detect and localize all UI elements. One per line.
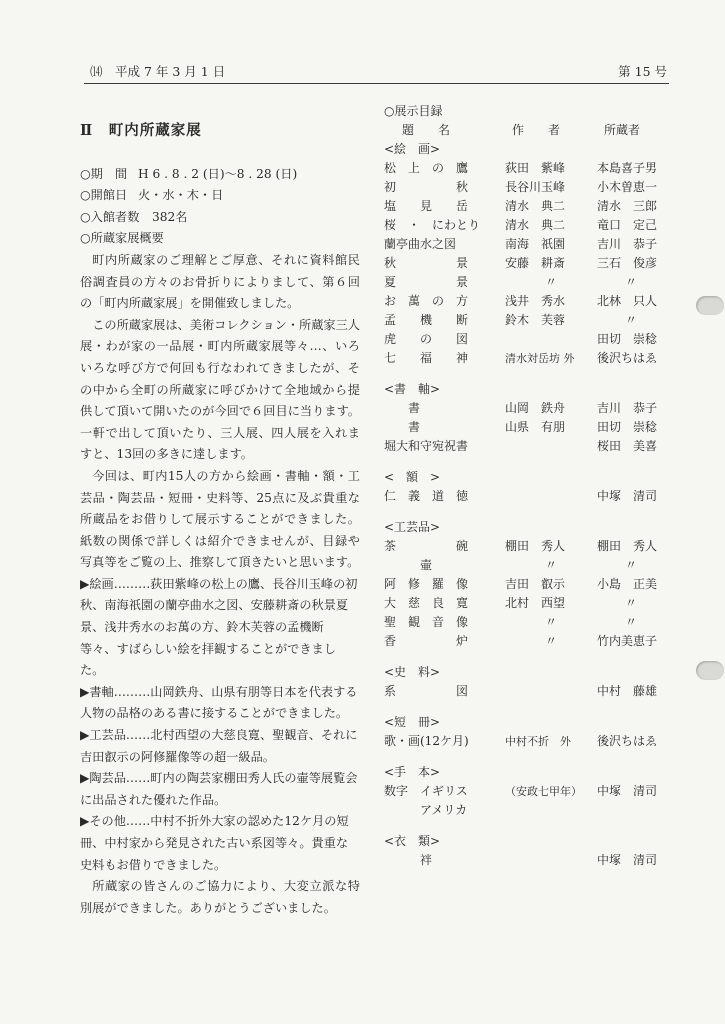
catalog-artist: 北村 西望 [505, 596, 566, 610]
catalog-title: 壷 [384, 558, 433, 572]
catalog-owner: 本島喜子男 [597, 161, 658, 175]
catalog-artist: 鈴木 芙蓉 [505, 313, 566, 327]
catalog-row [384, 732, 660, 751]
catalog-artist: 〃 [545, 634, 558, 648]
catalog-owner: 桜田 美喜 [597, 439, 658, 453]
catalog-artist: 〃 [545, 615, 558, 629]
catalog-title: 虎 の 図 [384, 332, 469, 346]
catalog-category: <書 軸> [384, 382, 441, 396]
catalog-title: 夏 景 [384, 275, 469, 289]
info-value: 火・水・木・日 [138, 188, 224, 203]
section-gap [384, 701, 660, 713]
catalog-category: <絵 画> [384, 142, 441, 156]
highlight-crafts: ▶工芸品……北村西望の大慈良寛、聖観音、それに吉田叡示の阿修羅像等の超一級品。 [80, 728, 358, 764]
catalog-row [384, 197, 660, 216]
info-visitors [80, 207, 360, 229]
info-value: H 6 . 8 . 2 (日)～8 . 28 (日) [138, 166, 298, 181]
catalog-category: <史 料> [384, 665, 441, 679]
catalog-row [384, 594, 660, 613]
highlight-paintings: ▶絵画………荻田紫峰の松上の鷹、長谷川玉峰の初秋、南海祇園の蘭亭曲水之図、安藤耕斎の秋景夏景、浅井秀水のお萬の方、鈴木芙蓉の孟機断等々、すばらしい絵を拝観することができました。 [80, 576, 358, 678]
catalog-row [384, 273, 660, 292]
catalog-category: <工芸品> [384, 520, 441, 534]
catalog-owner: 小島 正美 [597, 577, 658, 591]
catalog-title: 書 [384, 401, 421, 415]
catalog-category: <手 本> [384, 765, 441, 779]
paragraph: この所蔵家展は、美術コレクション・所蔵家三人展・わが家の一品展・町内所蔵家展等々…、いろいろな呼び方で何回も行なわれてきましたが、その中から全町の所蔵家に呼びかけて全地域から提供して頂いて開いたのが今回で６回目に当ります。一軒で出して頂いたり、三人展、四人展を入れますと、13回の多きに達します。 [80, 317, 360, 462]
catalog-artist: 山岡 鉄舟 [505, 401, 566, 415]
catalog-title: 秋 景 [384, 256, 469, 270]
catalog-artist: 長谷川玉峰 [505, 180, 566, 194]
section-gap [384, 751, 660, 763]
catalog-row [384, 556, 660, 575]
catalog-owner: 〃 [625, 313, 638, 327]
catalog-title: 初 秋 [384, 180, 469, 194]
catalog-owner: 吉川 恭子 [597, 237, 658, 251]
punch-hole-top [696, 296, 724, 315]
catalog-row [384, 311, 660, 330]
catalog-row [384, 235, 660, 254]
col-owner: 所蔵者 [604, 123, 641, 137]
catalog-title: 松 上 の 鷹 [384, 161, 469, 175]
overview-label: ○所蔵家展概要 [80, 231, 164, 246]
info-key: ○開館日 [80, 188, 128, 203]
catalog-artist: 浅井 秀水 [505, 294, 566, 308]
catalog-owner: 後沢ちはゑ [597, 734, 658, 748]
info-open-days [80, 185, 360, 207]
catalog-owner: 竜口 定己 [597, 218, 658, 232]
catalog-row [384, 437, 660, 456]
catalog-owner: 小木曽恵一 [597, 180, 658, 194]
catalog-row [384, 782, 660, 801]
catalog-body [384, 140, 660, 870]
catalog-row [384, 216, 660, 235]
section-gap [384, 368, 660, 380]
catalog-title: 歌・画(12ケ月) [384, 734, 469, 748]
catalog-owner: 清水 三郎 [597, 199, 658, 213]
paragraph: 今回は、町内15人の方から絵画・書軸・額・工芸品・陶芸品・短冊・史料等、25点に及ぶ貴重な所蔵品をお借りして展示することができました。紙数の関係で詳しくは紹介できませんが、目録や写真等をご覧の上、推察して頂きたいと思います。 [80, 468, 360, 570]
info-period [80, 164, 360, 186]
catalog-title: 七 福 神 [384, 351, 469, 365]
catalog-owner: 竹内美恵子 [597, 634, 658, 648]
catalog-title: 書 [384, 420, 421, 434]
catalog-heading: ○展示目録 [384, 104, 443, 118]
catalog-row [384, 537, 660, 556]
catalog-row [384, 178, 660, 197]
issue-number: 第 15 号 [618, 64, 667, 79]
section-gap [384, 456, 660, 468]
catalog-title: アメリカ [384, 803, 468, 817]
catalog-title: 数字 イギリス [384, 784, 468, 798]
catalog-row [384, 330, 660, 349]
catalog-title: 蘭亭曲水之図 [384, 237, 457, 251]
closing-paragraph: 所蔵家の皆さんのご協力により、大変立派な特別展ができました。ありがとうございました。 [80, 879, 360, 915]
catalog-owner: 中村 藤雄 [597, 684, 658, 698]
catalog-owner: 後沢ちはゑ [597, 351, 658, 365]
catalog-title: 塩 見 岳 [384, 199, 469, 213]
catalog-owner: 中塚 清司 [597, 853, 658, 867]
page-header [90, 62, 667, 82]
catalog-artist: 〃 [545, 558, 558, 572]
catalog-columns [384, 121, 660, 140]
highlight-others: ▶その他……中村不折外大家の認めた12ケ月の短冊、中村家から発見された古い系図等々。貴重な史料もお借りできました。 [80, 814, 349, 872]
catalog-artist: 棚田 秀人 [505, 539, 566, 553]
catalog-title: 仁 義 道 徳 [384, 489, 469, 503]
catalog-owner: 〃 [625, 275, 638, 289]
catalog-owner: 中塚 清司 [597, 784, 658, 798]
section-gap [384, 506, 660, 518]
catalog-row [384, 254, 660, 273]
catalog-row [384, 575, 660, 594]
section-gap [384, 651, 660, 663]
catalog-artist: 清水 典二 [505, 199, 566, 213]
info-key: ○期 間 [80, 166, 128, 181]
catalog-artist: 清水 典二 [505, 218, 566, 232]
punch-hole-bottom [696, 661, 724, 680]
catalog-title: お 萬 の 方 [384, 294, 469, 308]
catalog-artist: 中村不折 外 [505, 735, 571, 748]
catalog-row [384, 487, 660, 506]
catalog-title: 茶 碗 [384, 539, 469, 553]
highlight-calligraphy: ▶書軸………山岡鉄舟、山県有朋等日本を代表する人物の品格のある書に接することができました。 [80, 684, 358, 721]
catalog-title: 孟 機 断 [384, 313, 469, 327]
catalog-title: 香 炉 [384, 634, 469, 648]
catalog-artist: 〃 [545, 275, 558, 289]
catalog-row [384, 159, 660, 178]
catalog-owner: 棚田 秀人 [597, 539, 658, 553]
catalog-row [384, 399, 660, 418]
catalog-title: 聖 観 音 像 [384, 615, 469, 629]
catalog-owner: 田切 崇稔 [597, 420, 658, 434]
issue-date: ⒁ 平成 7 年 3 月 1 日 [90, 64, 226, 79]
catalog-title: 袢 [384, 853, 433, 867]
catalog-category: < 額 > [384, 470, 441, 484]
catalog-title: 桜 ・ にわとり [384, 218, 481, 232]
catalog-row [384, 613, 660, 632]
catalog-row [384, 418, 660, 437]
catalog-artist: 荻田 紫峰 [505, 161, 566, 175]
catalog-row [384, 632, 660, 651]
info-list [80, 164, 360, 250]
catalog-owner: 田切 崇稔 [597, 332, 658, 346]
col-title: 題 名 [402, 123, 451, 137]
catalog-title: 大 慈 良 寛 [384, 596, 469, 610]
info-value: 382名 [152, 209, 188, 224]
catalog-artist: 清水対岳坊 外 [505, 352, 575, 365]
catalog-artist: 吉田 叡示 [505, 577, 566, 591]
article-title: Ⅱ 町内所蔵家展 [80, 122, 202, 139]
catalog-row [384, 292, 660, 311]
catalog-owner: 〃 [625, 558, 638, 572]
catalog-owner: 〃 [625, 596, 638, 610]
catalog-category: <衣 類> [384, 834, 441, 848]
info-key: ○入館者数 [80, 209, 140, 224]
catalog-row [384, 801, 660, 820]
catalog-row [384, 349, 660, 368]
paragraph: 町内所蔵家のご理解とご厚意、それに資料館民俗調査員の方々のお骨折りによりまして、第６回の「町内所蔵家展」を開催致しました。 [80, 252, 360, 311]
section-gap [384, 820, 660, 832]
catalog-owner: 北林 只人 [597, 294, 658, 308]
exhibit-catalog [384, 101, 660, 870]
catalog-row [384, 682, 660, 701]
catalog-owner: 〃 [625, 615, 638, 629]
article-column [80, 120, 360, 919]
catalog-artist: 南海 祇園 [505, 237, 566, 251]
highlight-ceramics: ▶陶芸品……町内の陶芸家棚田秀人氏の壷等展覧会に出品された優れた作品。 [80, 771, 358, 807]
catalog-row [384, 851, 660, 870]
catalog-owner: 三石 俊彦 [597, 256, 658, 270]
col-artist: 作 者 [512, 123, 561, 137]
catalog-owner: 中塚 清司 [597, 489, 658, 503]
catalog-artist: （安政七甲年） [505, 785, 582, 798]
catalog-artist: 山県 有朋 [505, 420, 566, 434]
catalog-title: 堀大和守宛祝書 [384, 439, 469, 453]
catalog-category: <短 冊> [384, 715, 441, 729]
catalog-title: 阿 修 羅 像 [384, 577, 469, 591]
catalog-title: 系 図 [384, 684, 469, 698]
catalog-owner: 吉川 恭子 [597, 401, 658, 415]
catalog-artist: 安藤 耕斎 [505, 256, 566, 270]
header-rule [84, 83, 669, 84]
